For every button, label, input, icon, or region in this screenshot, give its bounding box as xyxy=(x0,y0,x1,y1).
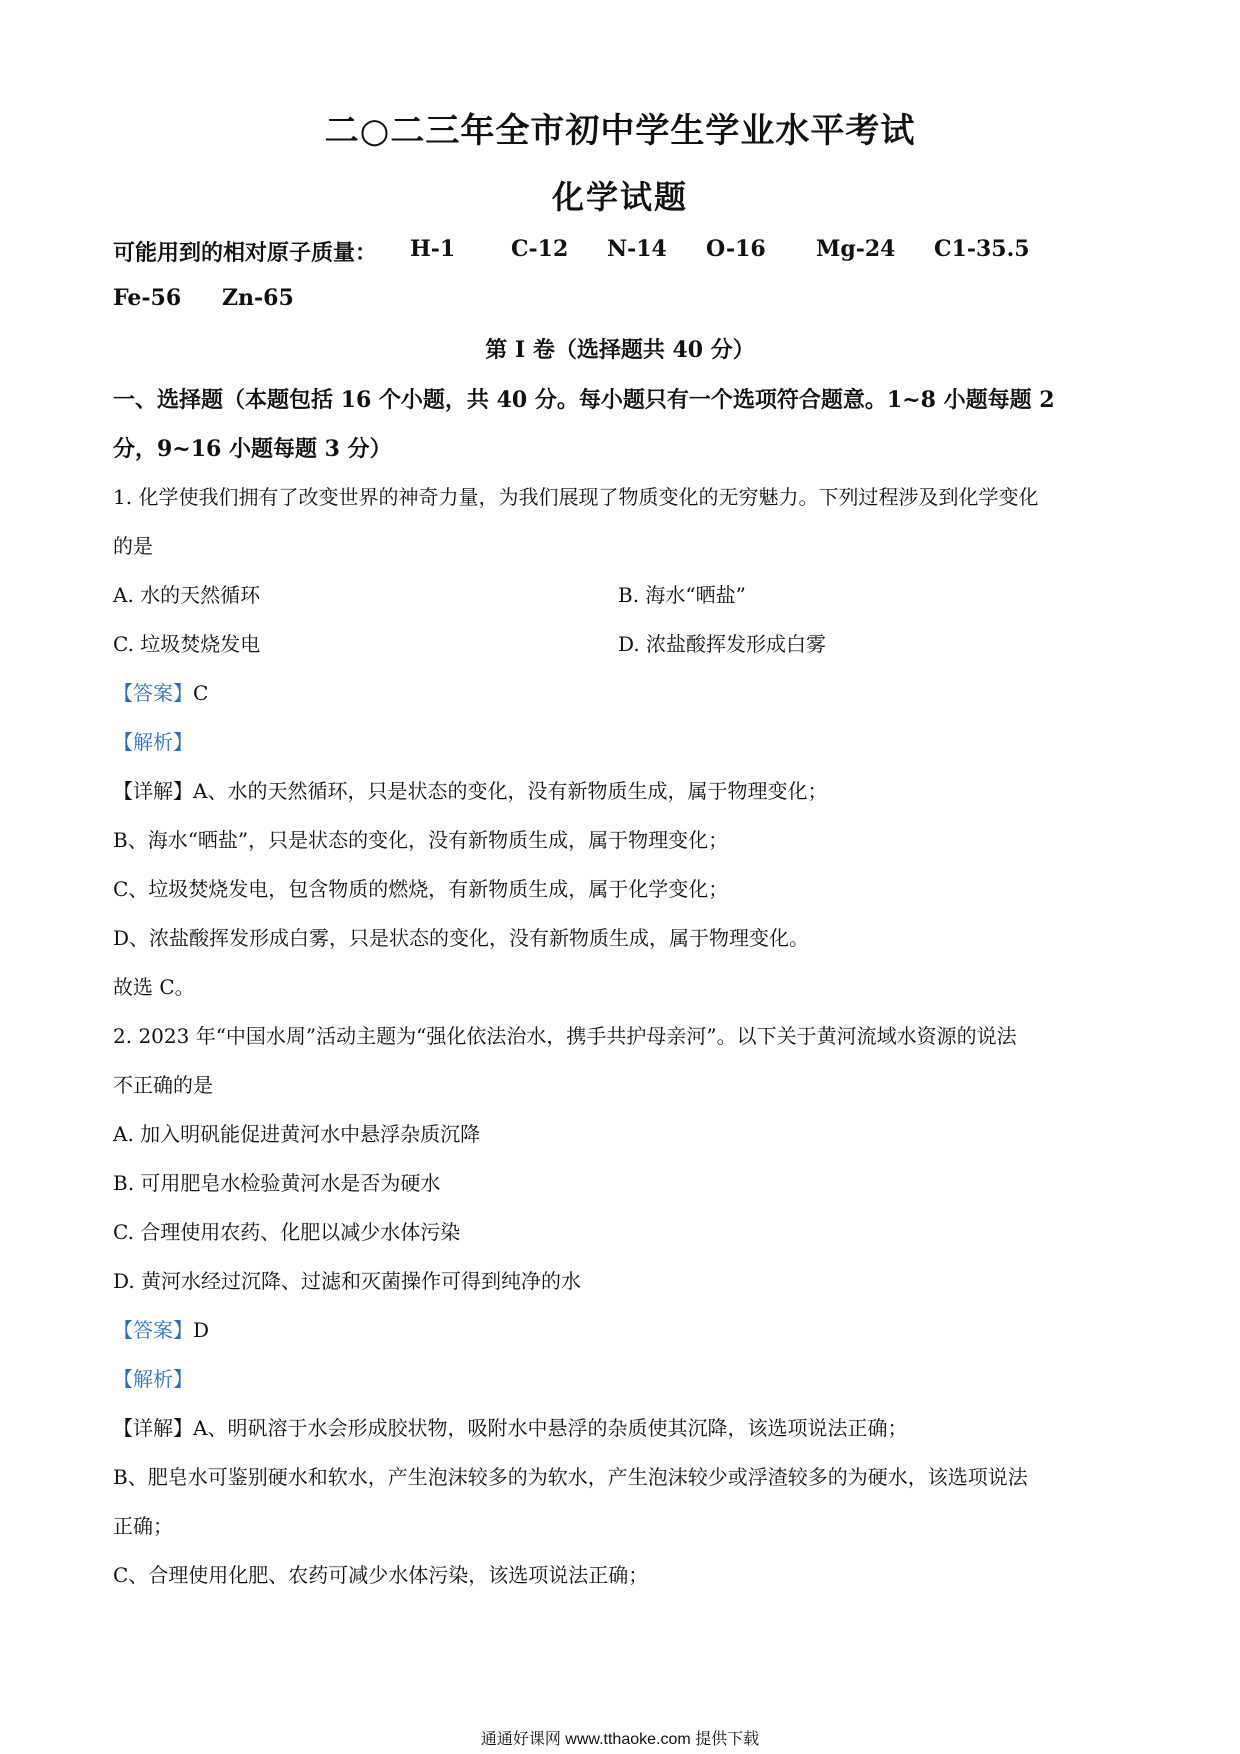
atomic-mass-h: H-1 xyxy=(410,236,456,262)
atomic-mass-label: 可能用到的相对原子质量： xyxy=(113,240,378,266)
atomic-mass-mg: Mg-24 xyxy=(816,236,896,262)
q1-option-d: D. 浓盐酸挥发形成白雾 xyxy=(618,632,827,656)
q1-stem-line-2: 的是 xyxy=(113,534,153,558)
exam-subtitle: 化学试题 xyxy=(551,178,688,216)
analysis-tag: 【解析】 xyxy=(113,730,193,754)
section-heading: 第 I 卷（选择题共 40 分） xyxy=(485,337,755,363)
q2-answer xyxy=(113,1314,209,1343)
q1-detail-line-3: C、垃圾焚烧发电，包含物质的燃烧，有新物质生成，属于化学变化； xyxy=(113,877,729,901)
q2-stem-line-1: 2. 2023 年“中国水周”活动主题为“强化依法治水，携手共护母亲河”。以下关于黄河流域水资源的说法 xyxy=(113,1024,1017,1048)
section-instruction-line-1: 一、选择题（本题包括 16 个小题，共 40 分。每小题只有一个选项符合题意。1~8 小题每题 2 xyxy=(113,387,1055,413)
atomic-mass-c: C-12 xyxy=(511,236,569,262)
q2-detail-line-3: 正确； xyxy=(113,1514,173,1538)
q1-analysis xyxy=(113,726,193,755)
q1-detail-line-1 xyxy=(113,775,827,804)
q2-detail-line-1 xyxy=(113,1412,907,1441)
detail-tag: 【详解】 xyxy=(113,1416,193,1440)
atomic-mass-n: N-14 xyxy=(607,236,667,262)
q2-analysis xyxy=(113,1363,193,1392)
footer-source: 通通好课网 www.tthaoke.com 提供下载 xyxy=(480,1731,760,1748)
detail-tag: 【详解】 xyxy=(113,779,193,803)
q2-stem-line-2: 不正确的是 xyxy=(113,1073,213,1097)
q2-option-b: B. 可用肥皂水检验黄河水是否为硬水 xyxy=(113,1171,441,1195)
atomic-mass-cl: C1-35.5 xyxy=(934,236,1030,262)
atomic-mass-fe: Fe-56 xyxy=(113,285,182,311)
analysis-tag: 【解析】 xyxy=(113,1367,193,1391)
detail-text: A、水的天然循环，只是状态的变化，没有新物质生成，属于物理变化； xyxy=(193,779,828,803)
q2-detail-line-4: C、合理使用化肥、农药可减少水体污染，该选项说法正确； xyxy=(113,1563,649,1587)
atomic-mass-zn: Zn-65 xyxy=(222,285,294,311)
q1-conclusion: 故选 C。 xyxy=(113,975,195,999)
detail-text: A、明矾溶于水会形成胶状物，吸附水中悬浮的杂质使其沉降，该选项说法正确； xyxy=(193,1416,908,1440)
q1-stem-line-1: 1. 化学使我们拥有了改变世界的神奇力量，为我们展现了物质变化的无穷魅力。下列过程涉及到化学变化 xyxy=(113,485,1039,509)
q1-option-a: A. 水的天然循环 xyxy=(113,583,261,607)
q1-detail-line-2: B、海水“晒盐”，只是状态的变化，没有新物质生成，属于物理变化； xyxy=(113,828,729,852)
q2-option-c: C. 合理使用农药、化肥以减少水体污染 xyxy=(113,1220,461,1244)
q2-option-d: D. 黄河水经过沉降、过滤和灭菌操作可得到纯净的水 xyxy=(113,1269,582,1293)
section-instruction-line-2: 分，9~16 小题每题 3 分） xyxy=(113,436,392,462)
q1-option-c: C. 垃圾焚烧发电 xyxy=(113,632,261,656)
answer-tag: 【答案】 xyxy=(113,1318,193,1342)
answer-value: C xyxy=(193,681,209,705)
q1-answer xyxy=(113,677,208,706)
atomic-mass-o: O-16 xyxy=(706,236,766,262)
exam-title: 二○二三年全市初中学生学业水平考试 xyxy=(324,111,916,151)
q1-detail-line-4: D、浓盐酸挥发形成白雾，只是状态的变化，没有新物质生成，属于物理变化。 xyxy=(113,926,810,950)
q2-option-a: A. 加入明矾能促进黄河水中悬浮杂质沉降 xyxy=(113,1122,481,1146)
q1-option-b: B. 海水“晒盐” xyxy=(618,583,746,607)
q2-detail-line-2: B、肥皂水可鉴别硬水和软水，产生泡沫较多的为软水，产生泡沫较少或浮渣较多的为硬水，该选项说法 xyxy=(113,1465,1028,1489)
answer-tag: 【答案】 xyxy=(113,681,193,705)
answer-value: D xyxy=(193,1318,210,1342)
